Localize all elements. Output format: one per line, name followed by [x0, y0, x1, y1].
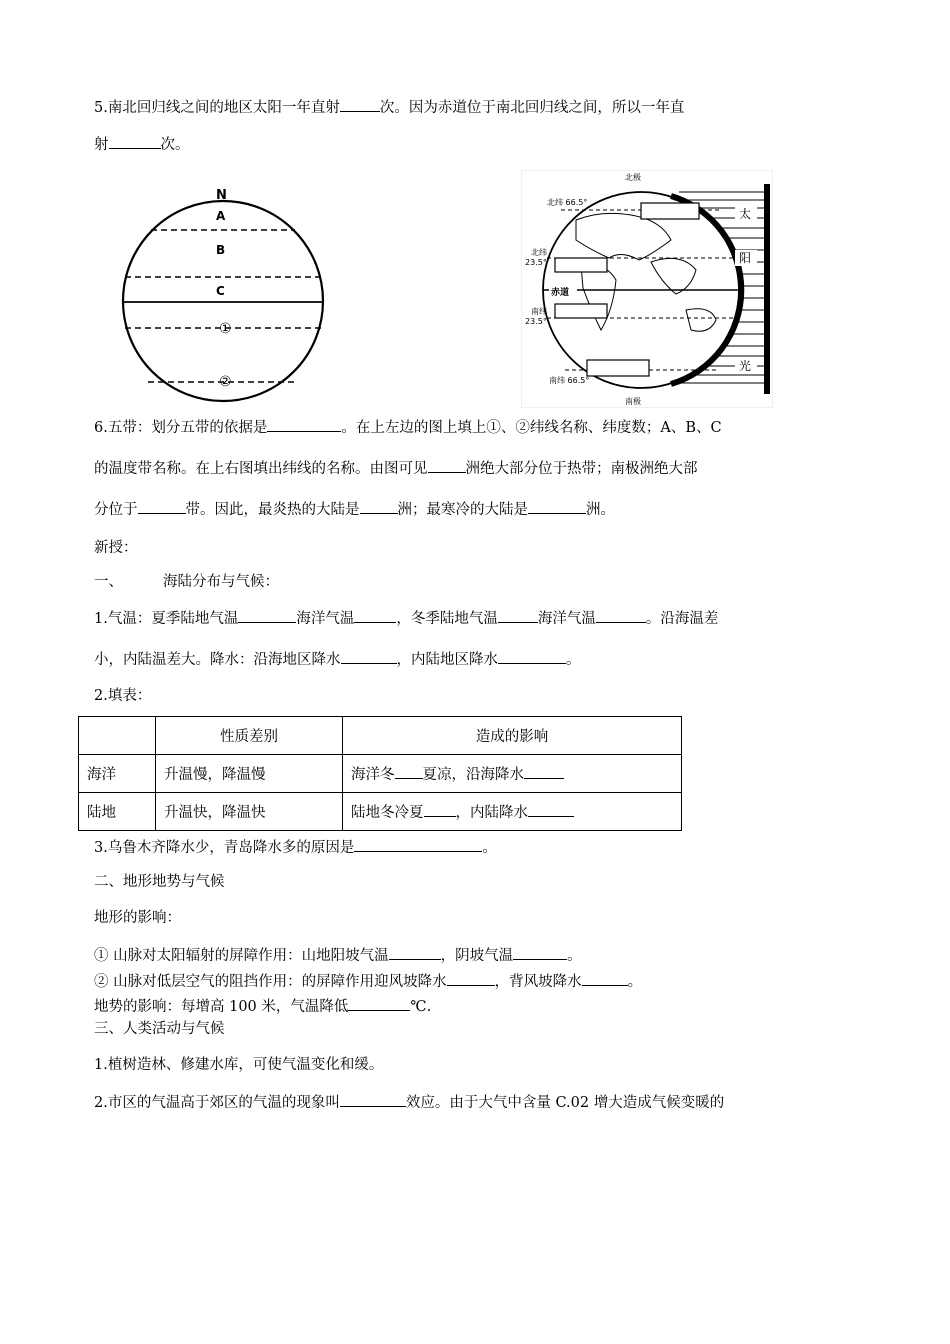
- s3q2-text-b: 效应。由于大气中含量 C.02 增大造成气候变暖的: [405, 1095, 725, 1111]
- label-box-tropic-north[interactable]: [555, 258, 607, 272]
- sunlight-label-1: 太: [739, 207, 752, 221]
- s1q1-blank-6[interactable]: [498, 648, 566, 664]
- q6-text-f: 带。因此，最炎热的大陆是: [185, 502, 360, 518]
- s3q2-blank[interactable]: [340, 1091, 406, 1107]
- terrain2-blank-2[interactable]: [582, 970, 628, 986]
- s1q1-line1: [94, 607, 718, 629]
- label-box-tropic-south[interactable]: [555, 304, 607, 318]
- terrain1-text-b: ，阴坡气温: [440, 948, 514, 964]
- terrain1-text-a: ① 山脉对太阳辐射的屏障作用：山地阳坡气温: [94, 948, 389, 964]
- section-2-heading: 二、地形地势与气候: [94, 874, 225, 890]
- q6-blank-1[interactable]: [267, 416, 341, 432]
- q5-blank-2[interactable]: [109, 133, 161, 149]
- s3q2-line: [94, 1091, 724, 1113]
- elevation-text-a: 地势的影响：每增高 100 米，气温降低: [94, 999, 349, 1015]
- elevation-blank[interactable]: [348, 995, 410, 1011]
- sunlight-label-3: 光: [739, 359, 752, 373]
- row-ocean-effect: [343, 755, 682, 793]
- row-land-effect-b: ，内陆降水: [455, 805, 528, 821]
- globe-zones-figure: [118, 183, 336, 405]
- q6-text-d: 洲绝大部分位于热带；南极洲绝大部: [465, 461, 698, 477]
- q5-text-a: 5.南北回归线之间的地区太阳一年直射: [94, 100, 340, 116]
- elevation-text-b: ℃.: [410, 999, 432, 1015]
- terrain2-text-b: ，背风坡降水: [494, 974, 582, 990]
- section-1-number: 一、: [94, 574, 123, 590]
- q6-line1: [94, 416, 722, 438]
- latitude-1-label: ①: [219, 321, 232, 337]
- s1q1-text-g: ，内陆地区降水: [396, 652, 498, 668]
- zone-b-label: B: [216, 243, 226, 257]
- section-3-heading: 三、人类活动与气候: [94, 1021, 225, 1037]
- row-land-effect-a: 陆地冬冷夏: [351, 805, 424, 821]
- lat-s235-label-b: 23.5°: [525, 317, 547, 326]
- s1q1-text-f: 小，内陆温差大。降水：沿海地区降水: [94, 652, 341, 668]
- q6-blank-5[interactable]: [528, 498, 586, 514]
- terrain2-text-c: 。: [627, 974, 643, 990]
- lat-s235-label-a: 南纬: [531, 307, 547, 316]
- q6-text-h: 洲。: [586, 502, 615, 518]
- row-land-blank-2[interactable]: [528, 801, 574, 817]
- row-ocean-diff: 升温慢，降温慢: [156, 755, 343, 793]
- q5-blank-1[interactable]: [340, 96, 380, 112]
- s1q3-blank[interactable]: [354, 836, 482, 852]
- row-ocean-name: 海洋: [79, 755, 156, 793]
- lat-s665-label: 南纬 66.5°: [549, 376, 590, 385]
- lat-n235-label-b: 23.5°: [525, 258, 547, 267]
- row-ocean-effect-b: 夏凉，沿海降水: [422, 767, 524, 783]
- s1q1-blank-3[interactable]: [498, 607, 538, 623]
- latitude-2-label: ②: [219, 374, 232, 390]
- terrain-line2: [94, 970, 642, 992]
- table-header-diff: 性质差别: [156, 717, 343, 755]
- s1q3-line: [94, 836, 497, 858]
- elevation-line: [94, 995, 431, 1017]
- q6-text-e: 分位于: [94, 502, 138, 518]
- s1q1-text-c: ，冬季陆地气温: [396, 611, 498, 627]
- terrain1-blank-1[interactable]: [389, 944, 441, 960]
- table-row: [79, 793, 682, 831]
- label-box-antarctic[interactable]: [587, 360, 649, 376]
- table-header-empty: [79, 717, 156, 755]
- lat-n235-label-a: 北纬: [531, 248, 547, 257]
- q6-text-c: 的温度带名称。在上右图填出纬线的名称。由图可见: [94, 461, 428, 477]
- q6-text-b: 。在上左边的图上填上①、②纬线名称、纬度数；A、B、C: [341, 420, 722, 436]
- s1q1-text-a: 1.气温：夏季陆地气温: [94, 611, 239, 627]
- row-ocean-blank-2[interactable]: [524, 763, 564, 779]
- terrain1-blank-2[interactable]: [513, 944, 567, 960]
- label-box-arctic[interactable]: [641, 203, 699, 219]
- q5-line1: [94, 96, 684, 118]
- terrain1-text-c: 。: [567, 948, 582, 964]
- section-1-title: 海陆分布与气候：: [163, 574, 279, 590]
- table-header-effect: 造成的影响: [343, 717, 682, 755]
- q6-line2: [94, 457, 698, 479]
- s1q1-blank-4[interactable]: [596, 607, 646, 623]
- earth-sunlight-figure: [521, 170, 773, 408]
- s1q3-text-b: 。: [482, 840, 497, 856]
- terrain2-text-a: ② 山脉对低层空气的阻挡作用：的屏障作用迎风坡降水: [94, 974, 447, 990]
- q5-line2: [94, 133, 190, 155]
- table-header-row: [79, 717, 682, 755]
- row-land-diff: 升温快，降温快: [156, 793, 343, 831]
- s1q1-text-b: 海洋气温: [296, 611, 355, 627]
- row-land-blank-1[interactable]: [424, 801, 456, 817]
- s3q2-text-a: 2.市区的气温高于郊区的气温的现象叫: [94, 1095, 340, 1111]
- q6-blank-2[interactable]: [428, 457, 466, 473]
- terrain-line1: [94, 944, 582, 966]
- s1q1-blank-5[interactable]: [341, 648, 397, 664]
- q6-blank-4[interactable]: [360, 498, 398, 514]
- q6-line3: [94, 498, 615, 520]
- s1q1-text-e: 。沿海温差: [645, 611, 719, 627]
- comparison-table: [78, 716, 682, 831]
- q6-text-a: 6.五带：划分五带的依据是: [94, 420, 268, 436]
- north-label: N: [216, 188, 227, 203]
- south-pole-label: 南极: [625, 397, 641, 406]
- new-lesson-heading: 新授：: [94, 540, 138, 556]
- row-ocean-blank-1[interactable]: [395, 763, 423, 779]
- q6-blank-3[interactable]: [138, 498, 186, 514]
- s1q1-blank-1[interactable]: [238, 607, 296, 623]
- s1q1-text-d: 海洋气温: [537, 611, 596, 627]
- zone-c-label: C: [216, 284, 225, 298]
- sunlight-label-2: 阳: [739, 251, 752, 265]
- row-ocean-effect-a: 海洋冬: [351, 767, 395, 783]
- q6-text-g: 洲；最寒冷的大陆是: [397, 502, 528, 518]
- table-row: [79, 755, 682, 793]
- q5-text-c: 射: [94, 137, 109, 153]
- lat-n665-label: 北纬 66.5°: [547, 198, 588, 207]
- row-land-name: 陆地: [79, 793, 156, 831]
- equator-label: 赤道: [551, 288, 570, 298]
- north-pole-label: 北极: [625, 173, 641, 182]
- s1q2-label: 2.填表：: [94, 688, 152, 704]
- s1q1-blank-2[interactable]: [354, 607, 396, 623]
- q5-text-d: 次。: [160, 137, 190, 153]
- terrain-heading: 地形的影响：: [94, 910, 181, 926]
- s3q1-line: 1.植树造林、修建水库，可使气温变化和缓。: [94, 1057, 384, 1073]
- section-1-heading: [94, 572, 279, 592]
- q5-text-b: 次。因为赤道位于南北回归线之间，所以一年直: [379, 100, 685, 116]
- row-land-effect: [343, 793, 682, 831]
- s1q1-line2: [94, 648, 581, 670]
- terrain2-blank-1[interactable]: [447, 970, 495, 986]
- zone-a-label: A: [216, 209, 226, 223]
- s1q1-text-h: 。: [566, 652, 581, 668]
- s1q3-text-a: 3.乌鲁木齐降水少，青岛降水多的原因是: [94, 840, 355, 856]
